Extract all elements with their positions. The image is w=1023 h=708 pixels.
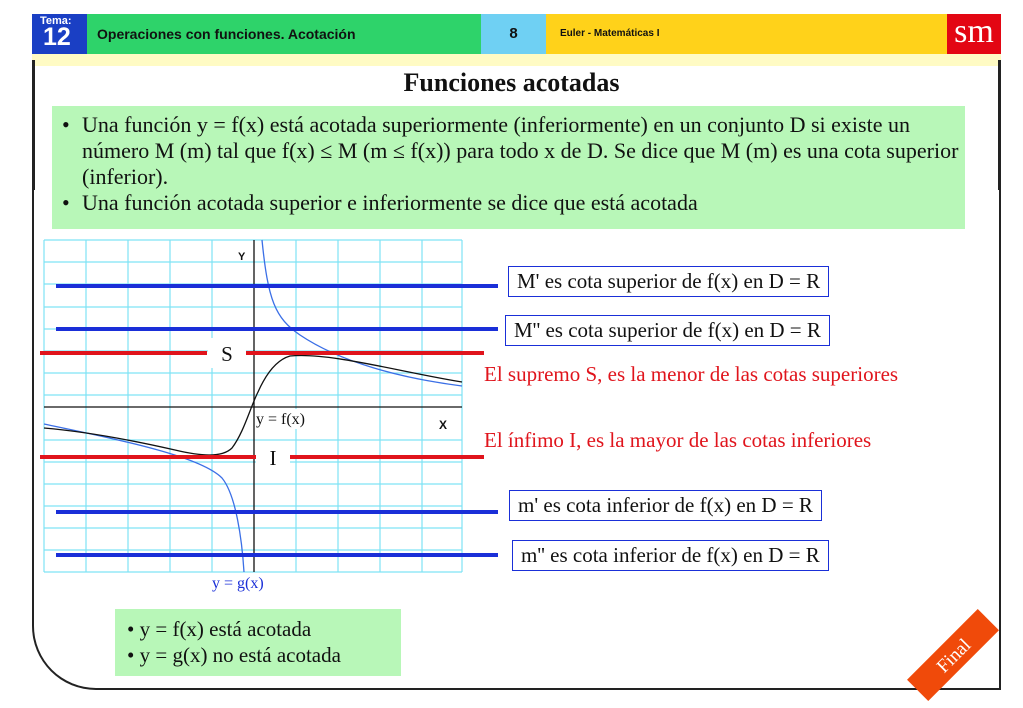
page-number: 8 — [481, 14, 546, 54]
conclusion-line-2: • y = g(x) no está acotada — [127, 643, 341, 667]
g-function-label: y = g(x) — [212, 575, 264, 592]
infimum-label: I — [269, 446, 277, 470]
infimum-description: El ínfimo I, es la mayor de las cotas inferiores — [484, 428, 872, 452]
graph-grid — [44, 240, 462, 572]
lower-bound-label-2: m'' es cota inferior de f(x) en D = R — [512, 540, 829, 571]
conclusion-line-1: • y = f(x) está acotada — [127, 617, 312, 641]
definition-bullet-2: • Una función acotada superior e inferiormente se dice que está acotada — [60, 190, 965, 216]
y-axis-label: Y — [238, 251, 246, 263]
upper-bound-label-2: M'' es cota superior de f(x) en D = R — [505, 315, 830, 346]
f-function-label: y = f(x) — [256, 411, 306, 428]
supremum-description: El supremo S, es la menor de las cotas superiores — [484, 362, 899, 386]
lower-bound-label-1: m' es cota inferior de f(x) en D = R — [509, 490, 822, 521]
book-title: Euler - Matemáticas I — [546, 14, 947, 54]
final-button-label: Final — [932, 634, 976, 678]
page-title: Funciones acotadas — [403, 68, 620, 97]
tema-number: 12 — [43, 23, 71, 51]
definition-bullet-1: • Una función y = f(x) está acotada superiormente (inferiormente) en un conjunto D si existe un número M (m) tal que f(x) ≤ M (m ≤ f(x)) para todo x de D. Se dice que M (m) es una cota superior (inferior). — [60, 112, 965, 190]
upper-bound-label-1: M' es cota superior de f(x) en D = R — [508, 266, 829, 297]
final-button[interactable] — [907, 609, 999, 701]
publisher-logo: sm — [947, 14, 1001, 54]
supremum-label: S — [221, 342, 233, 366]
header-title: Operaciones con funciones. Acotación — [87, 14, 481, 54]
tema-label: Tema: — [40, 15, 72, 27]
x-axis-label: X — [439, 418, 448, 432]
conclusion-box — [115, 609, 401, 676]
